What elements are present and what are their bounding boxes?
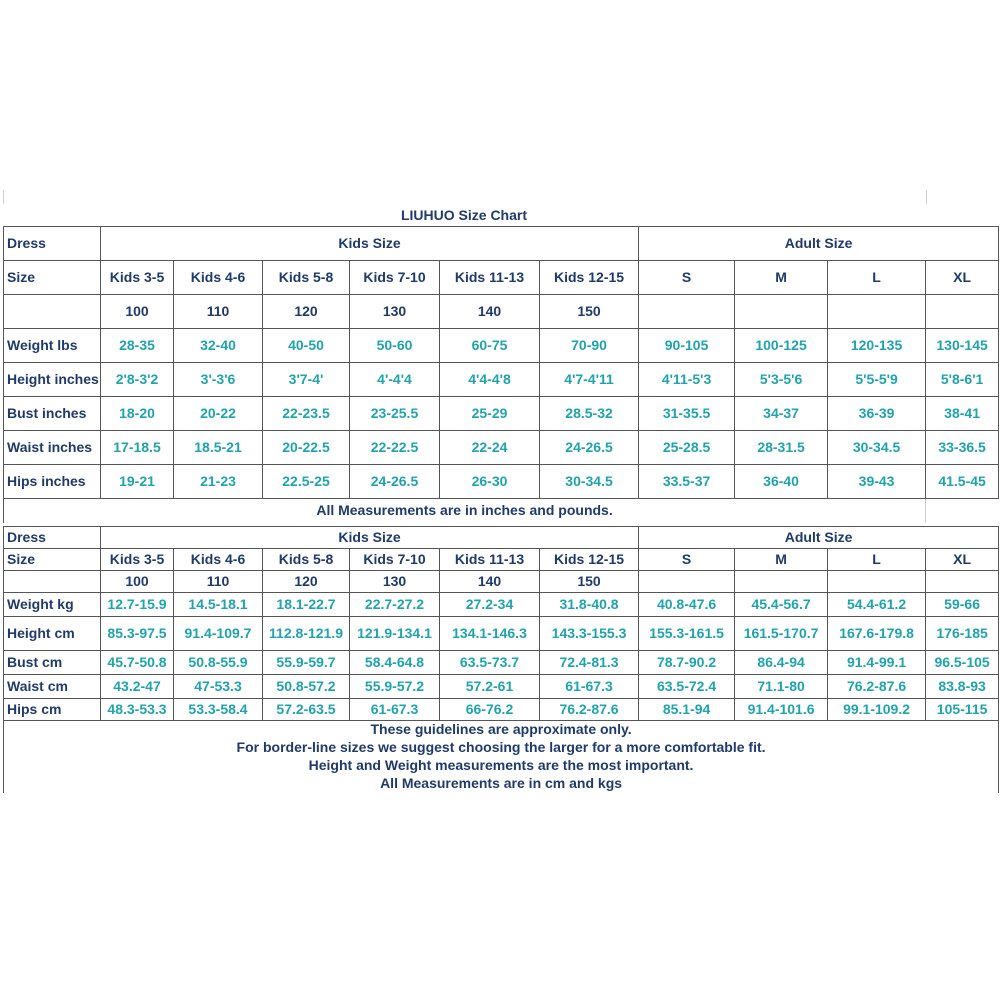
value-cell: 85.3-97.5 <box>101 617 174 651</box>
value-cell: 120-135 <box>828 329 926 363</box>
hips-cm-row <box>4 699 999 721</box>
inches-note: All Measurements are in inches and pounds. <box>4 499 926 523</box>
row-label: Weight kg <box>4 593 101 617</box>
value-cell: 59-66 <box>926 593 999 617</box>
left-edge-mark <box>3 190 4 204</box>
value-cell: 85.1-94 <box>639 699 735 721</box>
value-cell: 43.2-47 <box>101 675 174 699</box>
value-cell: 25-28.5 <box>639 431 735 465</box>
size-header: XL <box>926 549 999 571</box>
adult-size-group: Adult Size <box>639 527 999 549</box>
value-cell: 18.1-22.7 <box>263 593 350 617</box>
value-cell: 50-60 <box>350 329 440 363</box>
value-cell: 86.4-94 <box>735 651 828 675</box>
empty-cell <box>828 571 926 593</box>
value-cell: 28-31.5 <box>735 431 828 465</box>
value-cell: 20-22.5 <box>263 431 350 465</box>
size-label: Size <box>4 549 101 571</box>
value-cell: 17-18.5 <box>101 431 174 465</box>
value-cell: 41.5-45 <box>926 465 999 499</box>
value-cell: 31-35.5 <box>639 397 735 431</box>
value-cell: 18.5-21 <box>174 431 263 465</box>
value-cell: 23-25.5 <box>350 397 440 431</box>
height-number: 130 <box>350 295 440 329</box>
dress-label: Dress <box>4 527 101 549</box>
cm-note-line: All Measurements are in cm and kgs <box>4 775 999 793</box>
row-label: Height cm <box>4 617 101 651</box>
value-cell: 83.8-93 <box>926 675 999 699</box>
value-cell: 40.8-47.6 <box>639 593 735 617</box>
value-cell: 21-23 <box>174 465 263 499</box>
row-label: Waist cm <box>4 675 101 699</box>
empty-cell <box>639 295 735 329</box>
value-cell: 14.5-18.1 <box>174 593 263 617</box>
size-header: Kids 12-15 <box>540 549 639 571</box>
height-number-row <box>4 571 999 593</box>
value-cell: 5'8-6'1 <box>926 363 999 397</box>
height-number: 120 <box>263 571 350 593</box>
value-cell: 121.9-134.1 <box>350 617 440 651</box>
value-cell: 50.8-55.9 <box>174 651 263 675</box>
value-cell: 76.2-87.6 <box>828 675 926 699</box>
size-label: Size <box>4 261 101 295</box>
height-number: 130 <box>350 571 440 593</box>
height-number: 110 <box>174 571 263 593</box>
empty-cell <box>735 571 828 593</box>
size-header: Kids 5-8 <box>263 549 350 571</box>
size-row <box>4 261 999 295</box>
row-label: Bust cm <box>4 651 101 675</box>
value-cell: 4'-4'4 <box>350 363 440 397</box>
value-cell: 63.5-73.7 <box>440 651 540 675</box>
value-cell: 58.4-64.8 <box>350 651 440 675</box>
value-cell: 20-22 <box>174 397 263 431</box>
size-header: Kids 3-5 <box>101 261 174 295</box>
value-cell: 90-105 <box>639 329 735 363</box>
value-cell: 63.5-72.4 <box>639 675 735 699</box>
cm-note-line: These guidelines are approximate only. <box>4 721 999 739</box>
empty-cell <box>4 571 101 593</box>
weight-kg-row <box>4 593 999 617</box>
page-title: LIUHUO Size Chart <box>400 207 527 223</box>
value-cell: 31.8-40.8 <box>540 593 639 617</box>
value-cell: 3'7-4' <box>263 363 350 397</box>
size-header: M <box>735 261 828 295</box>
value-cell: 30-34.5 <box>828 431 926 465</box>
height-number: 120 <box>263 295 350 329</box>
value-cell: 27.2-34 <box>440 593 540 617</box>
value-cell: 22-22.5 <box>350 431 440 465</box>
value-cell: 71.1-80 <box>735 675 828 699</box>
empty-cell <box>926 295 999 329</box>
size-header: S <box>639 261 735 295</box>
value-cell: 100-125 <box>735 329 828 363</box>
value-cell: 5'5-5'9 <box>828 363 926 397</box>
size-header: Kids 7-10 <box>350 261 440 295</box>
value-cell: 34-37 <box>735 397 828 431</box>
value-cell: 36-39 <box>828 397 926 431</box>
value-cell: 33-36.5 <box>926 431 999 465</box>
row-label: Waist inches <box>4 431 101 465</box>
value-cell: 38-41 <box>926 397 999 431</box>
value-cell: 161.5-170.7 <box>735 617 828 651</box>
value-cell: 12.7-15.9 <box>101 593 174 617</box>
size-header: Kids 11-13 <box>440 261 540 295</box>
size-header: Kids 4-6 <box>174 261 263 295</box>
value-cell: 24-26.5 <box>350 465 440 499</box>
row-label: Height inches <box>4 363 101 397</box>
value-cell: 57.2-63.5 <box>263 699 350 721</box>
value-cell: 61-67.3 <box>350 699 440 721</box>
empty-cell <box>639 571 735 593</box>
size-header: Kids 4-6 <box>174 549 263 571</box>
row-label: Hips cm <box>4 699 101 721</box>
value-cell: 112.8-121.9 <box>263 617 350 651</box>
empty-cell <box>735 295 828 329</box>
value-cell: 28-35 <box>101 329 174 363</box>
value-cell: 5'3-5'6 <box>735 363 828 397</box>
size-chart-cm-table <box>3 526 999 793</box>
value-cell: 55.9-57.2 <box>350 675 440 699</box>
size-header: L <box>828 261 926 295</box>
height-number: 150 <box>540 295 639 329</box>
size-chart-inches-table <box>3 226 999 523</box>
row-label: Hips inches <box>4 465 101 499</box>
value-cell: 26-30 <box>440 465 540 499</box>
value-cell: 91.4-109.7 <box>174 617 263 651</box>
value-cell: 143.3-155.3 <box>540 617 639 651</box>
size-row <box>4 549 999 571</box>
value-cell: 176-185 <box>926 617 999 651</box>
value-cell: 72.4-81.3 <box>540 651 639 675</box>
value-cell: 39-43 <box>828 465 926 499</box>
size-header: S <box>639 549 735 571</box>
height-number: 100 <box>101 571 174 593</box>
value-cell: 30-34.5 <box>540 465 639 499</box>
size-header: Kids 7-10 <box>350 549 440 571</box>
value-cell: 155.3-161.5 <box>639 617 735 651</box>
height-inches-row <box>4 363 999 397</box>
value-cell: 91.4-101.6 <box>735 699 828 721</box>
value-cell: 66-76.2 <box>440 699 540 721</box>
height-number: 150 <box>540 571 639 593</box>
value-cell: 99.1-109.2 <box>828 699 926 721</box>
value-cell: 105-115 <box>926 699 999 721</box>
value-cell: 57.2-61 <box>440 675 540 699</box>
value-cell: 22-23.5 <box>263 397 350 431</box>
value-cell: 32-40 <box>174 329 263 363</box>
right-edge-mark <box>926 190 927 204</box>
value-cell: 25-29 <box>440 397 540 431</box>
cm-note-line: Height and Weight measurements are the most important. <box>4 757 999 775</box>
value-cell: 167.6-179.8 <box>828 617 926 651</box>
size-header: Kids 12-15 <box>540 261 639 295</box>
value-cell: 48.3-53.3 <box>101 699 174 721</box>
hips-inches-row <box>4 465 999 499</box>
value-cell: 22.7-27.2 <box>350 593 440 617</box>
value-cell: 45.4-56.7 <box>735 593 828 617</box>
height-number: 140 <box>440 571 540 593</box>
empty-cell <box>828 295 926 329</box>
adult-size-group: Adult Size <box>639 227 999 261</box>
value-cell: 78.7-90.2 <box>639 651 735 675</box>
value-cell: 54.4-61.2 <box>828 593 926 617</box>
height-number: 100 <box>101 295 174 329</box>
value-cell: 53.3-58.4 <box>174 699 263 721</box>
size-header: Kids 11-13 <box>440 549 540 571</box>
value-cell: 47-53.3 <box>174 675 263 699</box>
value-cell: 19-21 <box>101 465 174 499</box>
height-number: 110 <box>174 295 263 329</box>
size-header: L <box>828 549 926 571</box>
value-cell: 55.9-59.7 <box>263 651 350 675</box>
row-label: Weight lbs <box>4 329 101 363</box>
size-header: M <box>735 549 828 571</box>
value-cell: 130-145 <box>926 329 999 363</box>
kids-size-group: Kids Size <box>101 227 639 261</box>
value-cell: 40-50 <box>263 329 350 363</box>
bust-inches-row <box>4 397 999 431</box>
empty-cell <box>926 499 999 523</box>
value-cell: 4'7-4'11 <box>540 363 639 397</box>
height-number-row <box>4 295 999 329</box>
value-cell: 134.1-146.3 <box>440 617 540 651</box>
value-cell: 50.8-57.2 <box>263 675 350 699</box>
value-cell: 24-26.5 <box>540 431 639 465</box>
value-cell: 22-24 <box>440 431 540 465</box>
value-cell: 61-67.3 <box>540 675 639 699</box>
value-cell: 36-40 <box>735 465 828 499</box>
height-cm-row <box>4 617 999 651</box>
empty-cell <box>926 571 999 593</box>
size-header: XL <box>926 261 999 295</box>
value-cell: 3'-3'6 <box>174 363 263 397</box>
value-cell: 28.5-32 <box>540 397 639 431</box>
value-cell: 76.2-87.6 <box>540 699 639 721</box>
value-cell: 2'8-3'2 <box>101 363 174 397</box>
value-cell: 18-20 <box>101 397 174 431</box>
size-header: Kids 5-8 <box>263 261 350 295</box>
value-cell: 4'4-4'8 <box>440 363 540 397</box>
value-cell: 96.5-105 <box>926 651 999 675</box>
value-cell: 45.7-50.8 <box>101 651 174 675</box>
kids-size-group: Kids Size <box>101 527 639 549</box>
empty-cell <box>4 295 101 329</box>
value-cell: 4'11-5'3 <box>639 363 735 397</box>
waist-inches-row <box>4 431 999 465</box>
cm-note-line: For border-line sizes we suggest choosing the larger for a more comfortable fit. <box>4 739 999 757</box>
size-header: Kids 3-5 <box>101 549 174 571</box>
dress-label: Dress <box>4 227 101 261</box>
height-number: 140 <box>440 295 540 329</box>
value-cell: 60-75 <box>440 329 540 363</box>
value-cell: 22.5-25 <box>263 465 350 499</box>
value-cell: 91.4-99.1 <box>828 651 926 675</box>
value-cell: 33.5-37 <box>639 465 735 499</box>
row-label: Bust inches <box>4 397 101 431</box>
waist-cm-row <box>4 675 999 699</box>
bust-cm-row <box>4 651 999 675</box>
value-cell: 70-90 <box>540 329 639 363</box>
weight-lbs-row <box>4 329 999 363</box>
